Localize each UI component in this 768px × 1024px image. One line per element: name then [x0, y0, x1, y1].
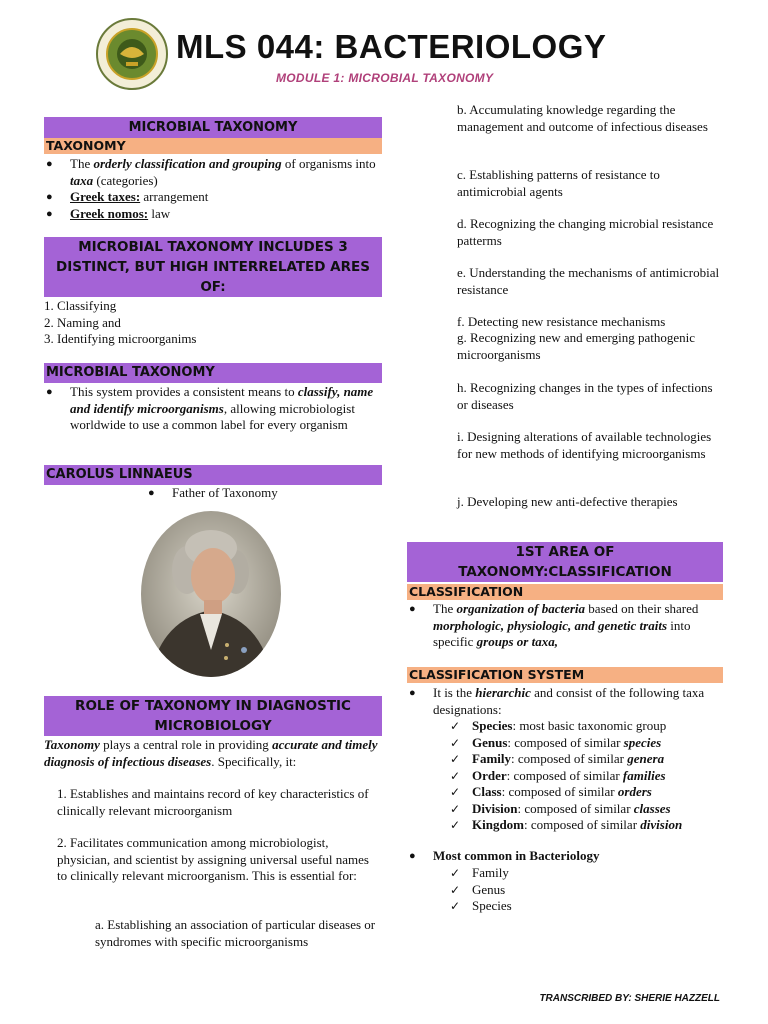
role-item-b: b. Accumulating knowledge regarding the management and outcome of infectious diseases — [457, 102, 708, 134]
role-item-h: h. Recognizing changes in the types of infections or diseases — [457, 380, 713, 412]
list-item: ● Most common in Bacteriology — [407, 848, 723, 865]
section-header-first-area: 1ST AREA OF TAXONOMY:CLASSIFICATION — [407, 542, 723, 582]
page-title: MLS 044: BACTERIOLOGY — [176, 28, 607, 65]
role-intro: Taxonomy plays a central role in providing accurate and timely diagnosis of infectious diseases. Specifically, it: — [44, 737, 378, 769]
list-item: 1. Classifying — [44, 298, 117, 313]
list-item: ✓ Division: composed of similar classes — [446, 801, 736, 818]
role-item-d: d. Recognizing the changing microbial resistance patterms — [457, 216, 714, 248]
role-item-j: j. Developing new anti-defective therapies — [457, 494, 678, 509]
role-item-f: f. Detecting new resistance mechanisms — [457, 314, 666, 329]
common-taxa-list — [446, 865, 646, 915]
list-item: 3. Identifying microorganims — [44, 331, 197, 346]
taxa-list — [446, 718, 736, 834]
list-item: ● Greek taxes: arrangement — [44, 189, 382, 206]
section-header-three-areas: MICROBIAL TAXONOMY INCLUDES 3 DISTINCT, BUT HIGH INTERRELATED ARES OF: — [44, 237, 382, 297]
list-item: ✓ Genus — [446, 882, 646, 899]
list-item: ● Greek nomos: law — [44, 206, 382, 223]
subheader-classification-system: CLASSIFICATION SYSTEM — [407, 667, 723, 683]
section-header-microbial-taxonomy: MICROBIAL TAXONOMY — [44, 117, 382, 138]
classification-system-bullet — [407, 685, 723, 718]
list-item: ✓ Order: composed of similar families — [446, 768, 736, 785]
seal-icon — [96, 18, 168, 90]
section-header-microbial-taxonomy-2: MICROBIAL TAXONOMY — [44, 363, 382, 383]
role-item-1: 1. Establishes and maintains record of key characteristics of clinically relevant microorganism — [57, 786, 369, 818]
list-item: ✓ Kingdom: composed of similar division — [446, 817, 736, 834]
taxonomy-bullets — [44, 156, 382, 222]
list-item: ● The organization of bacteria based on their shared morphologic, physiologic, and genetic traits into specific groups or taxa, — [407, 601, 723, 651]
system-bullet — [44, 384, 374, 434]
footer-credit: TRANSCRIBED BY: SHERIE HAZZELL — [539, 993, 720, 1004]
list-item: ✓ Species: most basic taxonomic group — [446, 718, 736, 735]
role-item-c: c. Establishing patterns of resistance to antimicrobial agents — [457, 167, 660, 199]
subheader-taxonomy: TAXONOMY — [44, 138, 382, 154]
portrait-image-icon — [140, 510, 282, 678]
most-common-bullet — [407, 848, 723, 865]
section-header-carolus-linnaeus: CAROLUS LINNAEUS — [44, 465, 382, 485]
list-item: ● The orderly classification and grouping of organisms into taxa (categories) — [44, 156, 382, 189]
list-item: ● It is the hierarchic and consist of the following taxa designations: — [407, 685, 723, 718]
list-item: 2. Naming and — [44, 314, 121, 330]
subheader-classification: CLASSIFICATION — [407, 584, 723, 600]
linnaeus-portrait — [140, 510, 282, 678]
role-item-2a: a. Establishing an association of particular diseases or syndromes with specific microorganisms — [95, 917, 376, 949]
section-header-role-of-taxonomy: ROLE OF TAXONOMY IN DIAGNOSTIC MICROBIOLOGY — [44, 696, 382, 736]
areas-list — [44, 298, 382, 348]
linnaeus-bullet — [146, 485, 366, 502]
role-item-g: g. Recognizing new and emerging pathogenic microorganisms — [457, 330, 696, 362]
list-item: ● Father of Taxonomy — [146, 485, 366, 502]
classification-bullet — [407, 601, 723, 651]
role-item-e: e. Understanding the mechanisms of antimicrobial resistance — [457, 265, 720, 297]
list-item: ● This system provides a consistent means to classify, name and identify microorganisms, allowing microbiologist worldwide to use a common label for every organism — [44, 384, 374, 434]
list-item: ✓ Species — [446, 898, 646, 915]
list-item: ✓ Family: composed of similar genera — [446, 751, 736, 768]
role-item-i: i. Designing alterations of available technologies for new methods of identifying microorganisms — [457, 429, 712, 461]
list-item: ✓ Genus: composed of similar species — [446, 735, 736, 752]
university-logo — [96, 18, 168, 90]
module-subtitle: MODULE 1: MICROBIAL TAXONOMY — [276, 71, 494, 85]
list-item: ✓ Family — [446, 865, 646, 882]
list-item: ✓ Class: composed of similar orders — [446, 784, 736, 801]
role-item-2: 2. Facilitates communication among microbiologist, physician, and scientist by assigning universal useful names to clinically relevant microorganism. This is essential for: — [57, 835, 369, 883]
